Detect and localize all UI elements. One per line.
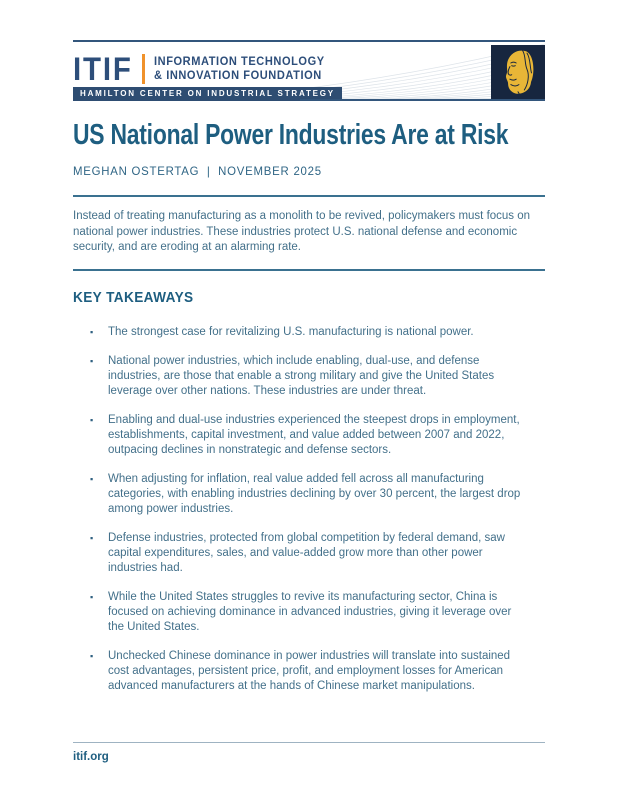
list-item	[90, 649, 545, 694]
itif-logo	[73, 52, 332, 86]
byline-author: MEGHAN OSTERTAG	[73, 164, 200, 178]
intro-paragraph: Instead of treating manufacturing as a monolith to be revived, policymakers must focus on national power industries. These industries protect U.S. national defense and economic security, and are eroding at an alarming rate.	[73, 210, 531, 253]
article-body	[73, 118, 545, 694]
hamilton-portrait-icon	[491, 45, 545, 99]
list-item	[90, 413, 545, 458]
list-item	[90, 472, 545, 517]
takeaway-text: When adjusting for inflation, real value added fell across all manufacturing categories, with enabling industries declining by over 30 percent, the largest drop among power industries.	[108, 472, 521, 515]
takeaway-text: The strongest case for revitalizing U.S. manufacturing is national power.	[108, 325, 474, 338]
key-takeaways-list	[73, 325, 545, 694]
bullet-icon: ▪	[90, 414, 94, 425]
hamilton-portrait	[491, 45, 545, 99]
logo-divider-bar	[142, 54, 145, 84]
byline-separator: |	[206, 164, 211, 178]
header-bottom-rule	[300, 99, 545, 101]
bullet-icon: ▪	[90, 591, 94, 602]
itif-org-line2: & INNOVATION FOUNDATION	[153, 70, 322, 82]
list-item	[90, 354, 545, 399]
hamilton-center-banner: HAMILTON CENTER ON INDUSTRIAL STRATEGY	[73, 87, 342, 101]
bullet-icon: ▪	[90, 532, 94, 543]
footer-rule	[73, 742, 545, 743]
bullet-icon: ▪	[90, 355, 94, 366]
takeaway-text: Enabling and dual-use industries experienced the steepest drops in employment, establishments, capital investment, and value added between 2007 and 2022, outpacing declines in nonstrategic and defense sectors.	[108, 413, 520, 456]
itif-org-name	[154, 55, 325, 83]
divider-rule-top	[73, 195, 545, 197]
bullet-icon: ▪	[90, 326, 94, 337]
byline-date: NOVEMBER 2025	[218, 164, 322, 178]
page-title: US National Power Industries Are at Risk	[73, 119, 509, 151]
itif-org-line1: INFORMATION TECHNOLOGY	[153, 56, 325, 68]
bullet-icon: ▪	[90, 650, 94, 661]
takeaway-text: National power industries, which include enabling, dual-use, and defense industries, are those that enable a strong military and give the United States leverage over other nations. These industries are under threat.	[108, 354, 495, 397]
itif-logo-text: ITIF	[73, 51, 133, 87]
list-item	[90, 590, 545, 635]
takeaway-text: Unchecked Chinese dominance in power industries will translate into sustained cost advantages, persistent price, profit, and employment losses for American advanced manufacturers at the hands of Chinese market manipulations.	[108, 649, 511, 692]
key-takeaways-heading: KEY TAKEAWAYS	[73, 289, 194, 306]
takeaway-text: Defense industries, protected from global competition by federal demand, saw capital expenditures, sales, and value-added grow more than other power industries had.	[108, 531, 505, 574]
divider-rule-bottom	[73, 269, 545, 271]
list-item	[90, 531, 545, 576]
byline	[73, 164, 521, 178]
itif-org-link[interactable]: itif.org	[73, 751, 109, 763]
bullet-icon: ▪	[90, 473, 94, 484]
takeaway-text: While the United States struggles to revive its manufacturing sector, China is focused on achieving dominance in advanced industries, giving it leverage over the United States.	[108, 590, 512, 633]
list-item	[90, 325, 545, 340]
